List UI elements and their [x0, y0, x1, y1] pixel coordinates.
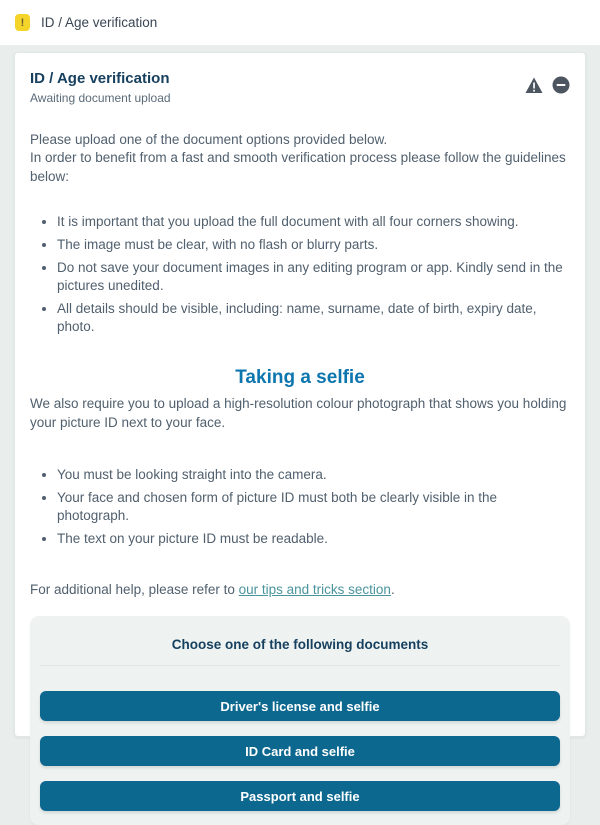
card-header-text	[30, 70, 171, 105]
verification-card	[14, 52, 586, 804]
guideline-item: • The text on your picture ID must be readable.	[57, 530, 570, 548]
help-text-suffix: .	[390, 581, 395, 597]
guideline-item: • All details should be visible, including: name, surname, date of birth, expiry date, photo.	[57, 300, 570, 337]
status-icons	[525, 70, 570, 94]
document-chooser-heading: Choose one of the following documents	[40, 616, 560, 666]
selfie-intro-paragraph: We also require you to upload a high-resolution colour photograph that shows you holding your picture ID next to your face.	[30, 396, 567, 430]
help-text-prefix: For additional help, please refer to	[30, 581, 239, 597]
tips-and-tricks-link[interactable]: our tips and tricks section	[238, 581, 391, 597]
guideline-item: • Do not save your document images in any editing program or app. Kindly send in the pictures unedited.	[57, 259, 570, 296]
intro-line-1: Please upload one of the document options provided below.	[30, 132, 388, 147]
warning-triangle-icon	[525, 77, 543, 94]
drivers-license-button[interactable]: Driver's license and selfie	[40, 691, 560, 721]
warning-exclamation-icon: !	[15, 14, 30, 31]
document-buttons	[40, 666, 560, 821]
guideline-item: • The image must be clear, with no flash or blurry parts.	[57, 236, 570, 254]
id-card-button[interactable]: ID Card and selfie	[40, 736, 560, 766]
intro-paragraph	[30, 131, 570, 186]
document-guidelines-list	[30, 213, 570, 341]
status-text: Awaiting document upload	[30, 91, 171, 105]
guideline-item: • It is important that you upload the full document with all four corners showing.	[57, 213, 570, 231]
selfie-guidelines-list	[30, 466, 570, 553]
page-title: ID / Age verification	[41, 15, 158, 30]
intro-line-2: In order to benefit from a fast and smooth verification process please follow the guidelines below:	[30, 150, 566, 184]
minus-circle-icon	[552, 76, 570, 94]
card-header	[30, 70, 570, 105]
document-chooser-panel	[30, 616, 570, 825]
card-title: ID / Age verification	[30, 70, 170, 87]
guideline-item: • Your face and chosen form of picture ID must both be clearly visible in the photograph.	[57, 489, 570, 526]
page-header	[0, 0, 600, 45]
guideline-item: • You must be looking straight into the camera.	[57, 466, 570, 484]
help-paragraph	[30, 581, 570, 599]
passport-button[interactable]: Passport and selfie	[40, 781, 560, 811]
content-area	[0, 45, 600, 804]
selfie-section-heading: Taking a selfie	[235, 367, 365, 389]
